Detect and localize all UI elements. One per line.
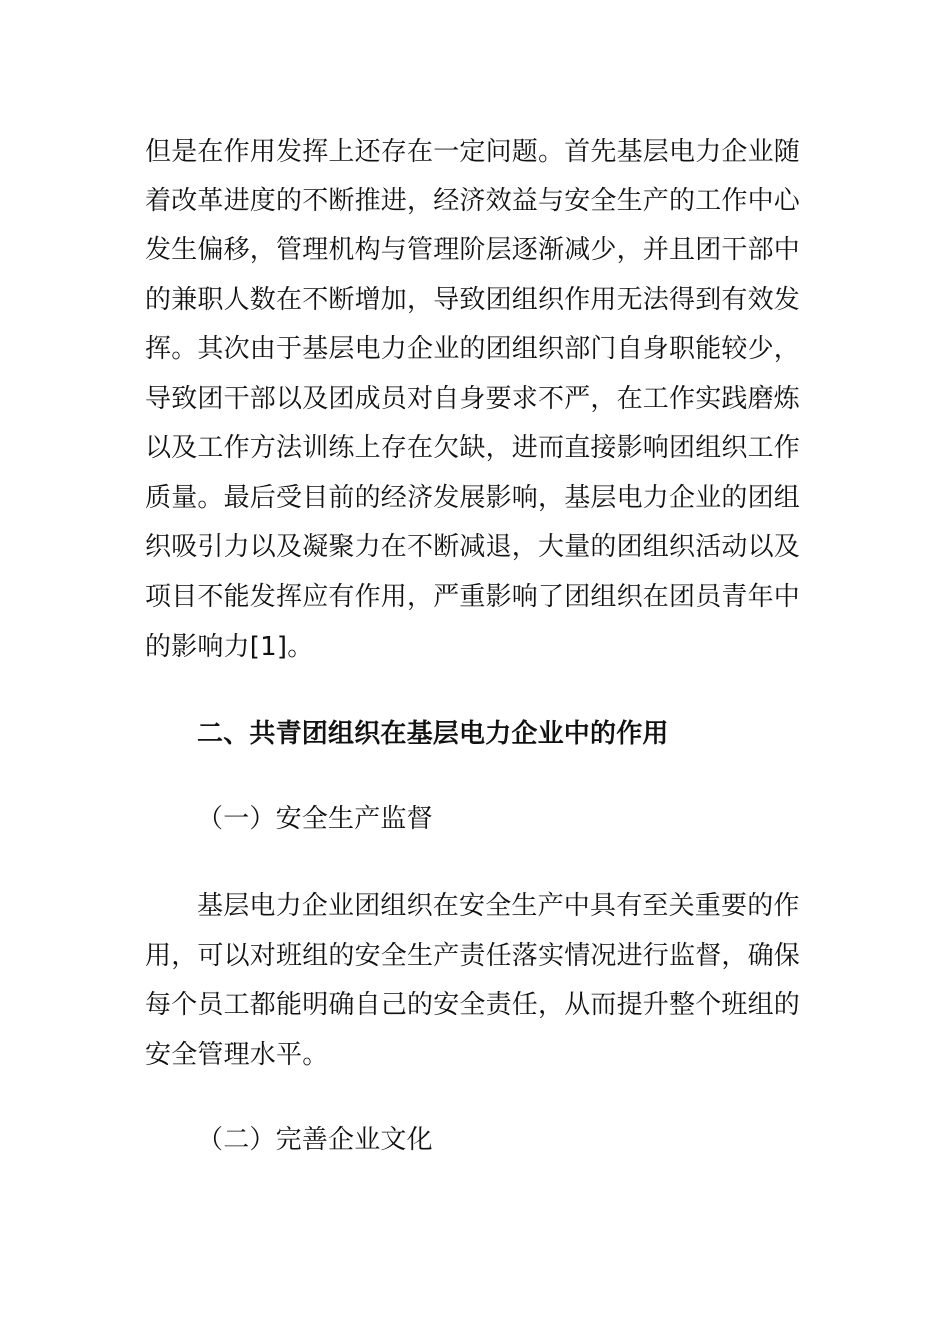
section-heading: 二、共青团组织在基层电力企业中的作用 bbox=[197, 719, 669, 749]
paragraph-line: 的影响力[1]。 bbox=[145, 632, 314, 662]
paragraph-line: 基层电力企业团组织在安全生产中具有至关重要的作 bbox=[197, 891, 800, 921]
subsection-heading: （一）安全生产监督 bbox=[197, 804, 433, 834]
paragraph-line: 的兼职人数在不断增加，导致团组织作用无法得到有效发 bbox=[145, 285, 801, 315]
paragraph-line: 发生偏移，管理机构与管理阶层逐渐减少，并且团干部中 bbox=[145, 235, 801, 265]
paragraph-line: 挥。其次由于基层电力企业的团组织部门自身职能较少， bbox=[145, 334, 801, 364]
paragraph-line: 安全管理水平。 bbox=[145, 1040, 329, 1070]
subsection-heading: （二）完善企业文化 bbox=[197, 1125, 433, 1155]
paragraph-line: 着改革进度的不断推进，经济效益与安全生产的工作中心 bbox=[145, 186, 801, 216]
paragraph-line: 织吸引力以及凝聚力在不断减退，大量的团组织活动以及 bbox=[145, 532, 801, 562]
paragraph-line: 质量。最后受目前的经济发展影响，基层电力企业的团组 bbox=[145, 483, 801, 513]
paragraph-line: 但是在作用发挥上还存在一定问题。首先基层电力企业随 bbox=[145, 137, 801, 167]
paragraph-line: 导致团干部以及团成员对自身要求不严，在工作实践磨炼 bbox=[145, 384, 801, 414]
paragraph-line: 项目不能发挥应有作用，严重影响了团组织在团员青年中 bbox=[145, 582, 801, 612]
paragraph-line: 每个员工都能明确自己的安全责任，从而提升整个班组的 bbox=[145, 990, 801, 1020]
paragraph-line: 以及工作方法训练上存在欠缺，进而直接影响团组织工作 bbox=[145, 433, 801, 463]
paragraph-line: 用，可以对班组的安全生产责任落实情况进行监督，确保 bbox=[145, 941, 801, 971]
